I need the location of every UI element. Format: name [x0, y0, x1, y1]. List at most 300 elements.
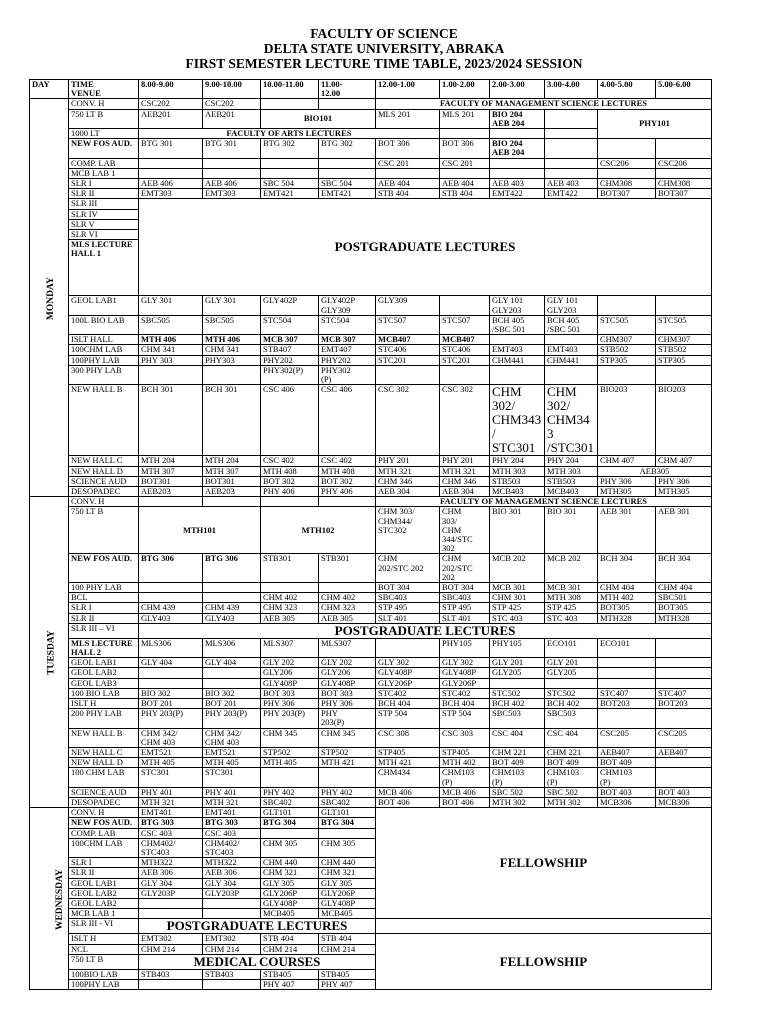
course-cell: STB405: [261, 969, 319, 979]
course-cell: BCH 402: [490, 698, 545, 708]
course-cell: BTG 306: [139, 554, 203, 583]
course-cell: CHM 440: [261, 858, 319, 868]
course-cell: CHM103 (P): [490, 768, 545, 787]
course-cell: [139, 365, 203, 384]
course-cell: GLY 301: [139, 296, 203, 315]
course-cell: GLY408P: [319, 899, 376, 909]
course-cell: AEB 306: [203, 868, 261, 878]
course-cell: CHM 214: [139, 944, 203, 954]
course-cell: GLY 305: [319, 878, 376, 888]
course-cell: BOT 406: [376, 798, 440, 808]
course-cell: [545, 335, 598, 345]
course-cell: [139, 158, 203, 168]
course-cell: [203, 668, 261, 678]
merged-session-cell: PHY101: [598, 109, 712, 139]
course-cell: EMT407: [319, 345, 376, 355]
course-cell: BTG 301: [203, 139, 261, 158]
col-header-time-slot: 12.00-1.00: [376, 80, 440, 99]
course-cell: BCH 304: [598, 554, 656, 583]
venue-cell: SLR V: [69, 219, 139, 229]
course-cell: CHM 214: [203, 944, 261, 954]
course-cell: MTH 406: [203, 335, 261, 345]
course-cell: MTH 421: [376, 758, 440, 768]
table-row: [30, 168, 712, 178]
course-cell: [139, 899, 203, 909]
course-cell: MTH 405: [139, 758, 203, 768]
course-cell: STC406: [440, 345, 490, 355]
course-cell: STB405: [319, 969, 376, 979]
course-cell: MTH305: [656, 486, 712, 496]
course-cell: ECO101: [598, 638, 656, 657]
course-cell: [545, 678, 598, 688]
course-cell: PHY105: [440, 638, 490, 657]
course-cell: MCB 307: [261, 335, 319, 345]
course-cell: [598, 168, 656, 178]
course-cell: PHY 203(P): [139, 709, 203, 728]
table-row: [30, 456, 712, 466]
course-cell: BIO 301: [490, 507, 545, 554]
course-cell: [656, 168, 712, 178]
table-row: [30, 798, 712, 808]
course-cell: GLY 101 GLY203: [490, 296, 545, 315]
merged-session-cell: FELLOWSHIP: [376, 808, 712, 919]
course-cell: [545, 365, 598, 384]
course-cell: [490, 158, 545, 168]
course-cell: AEB 403: [490, 179, 545, 189]
course-cell: CSC206: [598, 158, 656, 168]
course-cell: MCB 406: [440, 787, 490, 797]
course-cell: CHM402/ STC403: [139, 838, 203, 857]
course-cell: [376, 638, 440, 657]
course-cell: BTG 302: [261, 139, 319, 158]
course-cell: SBC505: [139, 315, 203, 334]
venue-cell: MLS LECTURE HALL 2: [69, 638, 139, 657]
timetable-head: [30, 80, 712, 99]
course-cell: [139, 678, 203, 688]
course-cell: [376, 168, 440, 178]
course-cell: MTH328: [598, 613, 656, 623]
course-cell: MTH 302: [490, 798, 545, 808]
table-row: [30, 678, 712, 688]
course-cell: STB 404: [319, 934, 376, 944]
course-cell: BOT 304: [376, 582, 440, 592]
course-cell: GLY 404: [203, 658, 261, 668]
course-cell: STP 425: [545, 603, 598, 613]
course-cell: GLY402P: [261, 296, 319, 315]
course-cell: [203, 365, 261, 384]
course-cell: AEB 305: [261, 613, 319, 623]
course-cell: [490, 168, 545, 178]
course-cell: STP305: [656, 355, 712, 365]
course-cell: GLY 202: [261, 658, 319, 668]
course-cell: EMT422: [545, 189, 598, 199]
table-row: [30, 658, 712, 668]
course-cell: [139, 668, 203, 678]
course-cell: MLS306: [203, 638, 261, 657]
course-cell: PHY 402: [261, 787, 319, 797]
course-cell: EMT303: [203, 189, 261, 199]
course-cell: STC507: [376, 315, 440, 334]
course-cell: PHY 203(P): [319, 709, 376, 728]
venue-cell: NEW HALL D: [69, 466, 139, 476]
course-cell: CSC 402: [261, 456, 319, 466]
course-cell: AEB 403: [545, 179, 598, 189]
course-cell: MTH 302: [545, 798, 598, 808]
course-cell: [656, 678, 712, 688]
day-label: MONDAY: [45, 276, 56, 320]
course-cell: CHM 346: [440, 476, 490, 486]
course-cell: CSC205: [656, 728, 712, 747]
venue-cell: DESOPADEC: [69, 798, 139, 808]
course-cell: GLY 201: [490, 658, 545, 668]
course-cell: [203, 593, 261, 603]
venue-cell: 100CHM LAB: [69, 838, 139, 857]
venue-cell: CONV. H: [69, 497, 139, 507]
course-cell: [319, 582, 376, 592]
course-cell: MCB 202: [545, 554, 598, 583]
course-cell: [598, 709, 656, 728]
course-cell: [203, 497, 261, 507]
course-cell: STP 495: [440, 603, 490, 613]
table-row: [30, 709, 712, 728]
course-cell: PHY 201: [440, 456, 490, 466]
course-cell: STC504: [261, 315, 319, 334]
timetable-body: [30, 99, 712, 990]
course-cell: CSC205: [598, 728, 656, 747]
venue-cell: SLR I: [69, 858, 139, 868]
course-cell: GLY403: [203, 613, 261, 623]
course-cell: MCB405: [319, 909, 376, 919]
course-cell: CHM 323: [319, 603, 376, 613]
course-cell: BTG 302: [319, 139, 376, 158]
course-cell: STB502: [656, 345, 712, 355]
table-row: [30, 747, 712, 757]
day-label: TUESDAY: [46, 630, 57, 675]
course-cell: MTH 402: [598, 593, 656, 603]
course-cell: GLY 304: [203, 878, 261, 888]
course-cell: [139, 168, 203, 178]
course-cell: [319, 828, 376, 838]
course-cell: MTH322: [203, 858, 261, 868]
course-cell: EMT303: [139, 189, 203, 199]
course-cell: MTH 321: [376, 466, 440, 476]
course-cell: STP405: [440, 747, 490, 757]
table-row: [30, 179, 712, 189]
table-row: [30, 698, 712, 708]
venue-cell: SLR II: [69, 189, 139, 199]
course-cell: CHM 346: [376, 476, 440, 486]
course-cell: STC 403: [545, 613, 598, 623]
table-row: [30, 768, 712, 787]
table-row: [30, 345, 712, 355]
venue-cell: NEW FOS AUD.: [69, 554, 139, 583]
course-cell: [139, 980, 203, 990]
venue-cell: SLR I: [69, 603, 139, 613]
course-cell: BOT203: [656, 698, 712, 708]
course-cell: PHY 203(P): [261, 709, 319, 728]
course-cell: GLY408P: [440, 668, 490, 678]
course-cell: CSC 201: [440, 158, 490, 168]
venue-cell: 100PHY LAB: [69, 355, 139, 365]
course-cell: GLY205: [545, 668, 598, 678]
course-cell: SBC503: [490, 709, 545, 728]
course-cell: [261, 99, 319, 109]
col-header-time-slot: 5.00-6.00: [656, 80, 712, 99]
course-cell: [598, 668, 656, 678]
course-cell: BTG 303: [139, 818, 203, 828]
course-cell: MTH 308: [545, 593, 598, 603]
venue-cell: SLR II: [69, 613, 139, 623]
table-row: [30, 365, 712, 384]
course-cell: BIO203: [656, 385, 712, 456]
course-cell: [319, 497, 376, 507]
course-cell: MTH328: [656, 613, 712, 623]
table-row: [30, 934, 712, 944]
course-cell: [203, 899, 261, 909]
timetable: [29, 79, 712, 990]
course-cell: CHM441: [490, 355, 545, 365]
course-cell: [656, 709, 712, 728]
course-cell: BOT 409: [598, 758, 656, 768]
course-cell: STC301: [203, 768, 261, 787]
course-cell: MCB306: [656, 798, 712, 808]
course-cell: BCH 304: [656, 554, 712, 583]
venue-cell: 100CHM LAB: [69, 345, 139, 355]
course-cell: [139, 593, 203, 603]
course-cell: MTH 421: [319, 758, 376, 768]
venue-cell: 1000 LT: [69, 129, 139, 139]
course-cell: GLY205: [490, 668, 545, 678]
course-cell: GLY 304: [139, 878, 203, 888]
course-cell: SBC505: [203, 315, 261, 334]
course-cell: MCB405: [261, 909, 319, 919]
venue-cell: 100PHY LAB: [69, 980, 139, 990]
header-row: [30, 80, 712, 99]
course-cell: MCB 301: [545, 582, 598, 592]
course-cell: CHM 302/ CHM343/ STC301: [490, 385, 545, 456]
course-cell: SBC403: [376, 593, 440, 603]
course-cell: BOT301: [139, 476, 203, 486]
day-cell-tuesday: [30, 497, 69, 808]
course-cell: STB 404: [440, 189, 490, 199]
course-cell: [440, 365, 490, 384]
table-row: [30, 158, 712, 168]
course-cell: SBC402: [319, 798, 376, 808]
course-cell: STC407: [598, 688, 656, 698]
course-cell: MTH 405: [203, 758, 261, 768]
course-cell: PHY 303: [139, 355, 203, 365]
course-cell: PHY 407: [319, 980, 376, 990]
course-cell: AEB 406: [203, 179, 261, 189]
course-cell: BTG 301: [139, 139, 203, 158]
table-row: [30, 497, 712, 507]
course-cell: [490, 129, 545, 139]
course-cell: STC201: [376, 355, 440, 365]
merged-session-cell: [376, 919, 712, 934]
course-cell: BIO 301: [545, 507, 598, 554]
course-cell: [319, 168, 376, 178]
course-cell: AEB 301: [598, 507, 656, 554]
venue-cell: 100 CHM LAB: [69, 768, 139, 787]
course-cell: MCB 202: [490, 554, 545, 583]
course-cell: MTH 303: [490, 466, 545, 476]
course-cell: MCB403: [545, 486, 598, 496]
course-cell: CSC 406: [319, 385, 376, 456]
course-cell: CHM 404: [598, 582, 656, 592]
course-cell: MLS306: [139, 638, 203, 657]
venue-cell: GEOL LAB2: [69, 899, 139, 909]
course-cell: STP502: [261, 747, 319, 757]
day-cell-monday: [30, 99, 69, 497]
merged-session-cell: POSTGRADUATE LECTURES: [139, 919, 376, 934]
course-cell: SBC503: [545, 709, 598, 728]
merged-session-cell: FACULTY OF ARTS LECTURES: [139, 129, 440, 139]
course-cell: GLY 101 GLY203: [545, 296, 598, 315]
course-cell: GLY403: [139, 613, 203, 623]
course-cell: GLY408P: [261, 678, 319, 688]
course-cell: BOT307: [656, 189, 712, 199]
venue-cell: CONV. H: [69, 808, 139, 818]
course-cell: AEB 404: [376, 179, 440, 189]
course-cell: MTH 204: [203, 456, 261, 466]
venue-cell: GEOL LAB2: [69, 888, 139, 898]
table-row: [30, 466, 712, 476]
venue-cell: GEOL LAB1: [69, 296, 139, 315]
course-cell: MCB407: [440, 335, 490, 345]
course-cell: STC504: [319, 315, 376, 334]
course-cell: [440, 129, 490, 139]
course-cell: STP 504: [440, 709, 490, 728]
course-cell: [490, 678, 545, 688]
merged-session-cell: FACULTY OF MANAGEMENT SCIENCE LECTURES: [376, 497, 712, 507]
course-cell: EMT403: [490, 345, 545, 355]
course-cell: MTH 402: [440, 758, 490, 768]
course-cell: PHY 406: [261, 486, 319, 496]
course-cell: PHY302(P): [261, 365, 319, 384]
course-cell: GLY 305: [261, 878, 319, 888]
course-cell: [656, 638, 712, 657]
course-cell: CSC 302: [440, 385, 490, 456]
course-cell: CHM 303/ CHM344/ STC302: [376, 507, 440, 554]
course-cell: MTH 408: [319, 466, 376, 476]
course-cell: PHY303: [203, 355, 261, 365]
course-cell: STB503: [545, 476, 598, 486]
course-cell: STC 403: [490, 613, 545, 623]
course-cell: PHY 201: [376, 456, 440, 466]
table-row: [30, 385, 712, 456]
venue-cell: 100 BIO LAB: [69, 688, 139, 698]
day-label: WEDNESDAY: [54, 868, 65, 930]
venue-cell: ISLT H: [69, 698, 139, 708]
table-row: [30, 787, 712, 797]
course-cell: BOT 306: [440, 139, 490, 158]
course-cell: BOT305: [656, 603, 712, 613]
course-cell: GLY 201: [545, 658, 598, 668]
course-cell: GLT101: [261, 808, 319, 818]
course-cell: STC406: [376, 345, 440, 355]
course-cell: MTH 204: [139, 456, 203, 466]
table-row: [30, 919, 712, 934]
course-cell: SBC 502: [545, 787, 598, 797]
venue-cell: 300 PHY LAB: [69, 365, 139, 384]
course-cell: MCB 406: [376, 787, 440, 797]
course-cell: CHM103 (P): [545, 768, 598, 787]
table-row: [30, 668, 712, 678]
course-cell: MCB 307: [319, 335, 376, 345]
course-cell: MCB306: [598, 798, 656, 808]
course-cell: BOT 306: [376, 139, 440, 158]
course-cell: [319, 158, 376, 168]
course-cell: [545, 168, 598, 178]
merged-session-cell: FELLOWSHIP: [376, 934, 712, 990]
course-cell: MTH 408: [261, 466, 319, 476]
course-cell: STC502: [490, 688, 545, 698]
course-cell: [656, 365, 712, 384]
course-cell: MTH 303: [545, 466, 598, 476]
course-cell: MTH322: [139, 858, 203, 868]
venue-cell: 200 PHY LAB: [69, 709, 139, 728]
course-cell: MCB 301: [490, 582, 545, 592]
course-cell: BTG 306: [203, 554, 261, 583]
venue-cell: GEOL LAB1: [69, 658, 139, 668]
course-cell: CSC206: [656, 158, 712, 168]
course-cell: [490, 365, 545, 384]
course-cell: STP502: [319, 747, 376, 757]
course-cell: [203, 678, 261, 688]
course-cell: EMT421: [319, 189, 376, 199]
course-cell: SBC402: [261, 798, 319, 808]
course-cell: [598, 139, 656, 158]
course-cell: MTH 405: [261, 758, 319, 768]
course-cell: BOT 201: [203, 698, 261, 708]
course-cell: SLT 401: [376, 613, 440, 623]
course-cell: [139, 497, 203, 507]
table-row: [30, 582, 712, 592]
venue-cell: 100 PHY LAB: [69, 582, 139, 592]
course-cell: [656, 296, 712, 315]
course-cell: AEB 306: [139, 868, 203, 878]
course-cell: STB407: [261, 345, 319, 355]
course-cell: MTH 307: [203, 466, 261, 476]
course-cell: EMT521: [203, 747, 261, 757]
course-cell: [261, 828, 319, 838]
course-cell: SLT 401: [440, 613, 490, 623]
course-cell: [440, 296, 490, 315]
course-cell: BIO 302: [203, 688, 261, 698]
course-cell: CHM103 (P): [440, 768, 490, 787]
table-row: [30, 315, 712, 334]
course-cell: BOT 403: [598, 787, 656, 797]
course-cell: CSC 403: [203, 828, 261, 838]
course-cell: CHM307: [598, 335, 656, 345]
venue-cell: SLR IV: [69, 209, 139, 219]
course-cell: [261, 158, 319, 168]
table-row: [30, 758, 712, 768]
merged-session-cell: FACULTY OF MANAGEMENT SCIENCE LECTURES: [376, 99, 712, 109]
table-row: [30, 189, 712, 199]
course-cell: [319, 768, 376, 787]
course-cell: STB 404: [261, 934, 319, 944]
course-cell: PHY 306: [319, 698, 376, 708]
course-cell: [598, 365, 656, 384]
course-cell: CHM 302/ CHM343 /STC301: [545, 385, 598, 456]
course-cell: MLS307: [319, 638, 376, 657]
merged-session-cell: POSTGRADUATE LECTURES: [139, 199, 712, 296]
course-cell: GLY 302: [376, 658, 440, 668]
course-cell: CSC202: [203, 99, 261, 109]
course-cell: STC407: [656, 688, 712, 698]
course-cell: MTH305: [598, 486, 656, 496]
